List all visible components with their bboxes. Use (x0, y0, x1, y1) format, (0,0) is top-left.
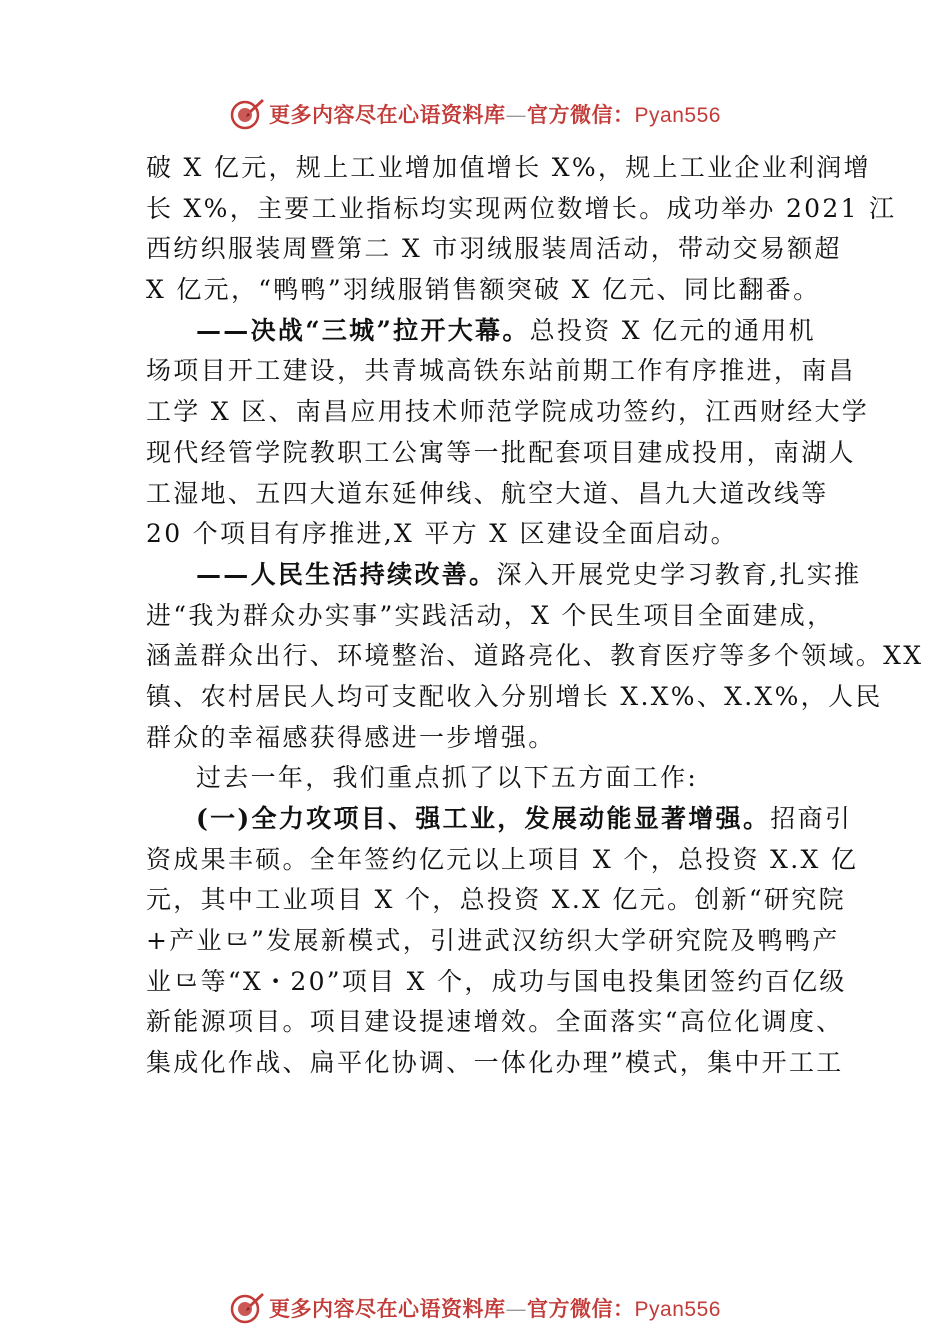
pen-seal-logo-icon (229, 1290, 265, 1326)
text-line (146, 758, 808, 799)
bold-heading-text: ——决战“三城”拉开大幕。 (196, 315, 530, 345)
watermark-wechat-label: 官方微信： (527, 102, 635, 127)
text-line (146, 148, 871, 189)
text-line (146, 555, 862, 596)
body-text: 总投资 X 亿元的通用机 (529, 315, 816, 345)
watermark-library-text: 更多内容尽在心语资料库 (269, 102, 506, 127)
body-text: 招商引 (770, 804, 853, 833)
text-line (146, 1043, 844, 1084)
text-line (146, 392, 870, 433)
body-text: 西纺织服装周暨第二 X 市羽绒服装周活动，带动交易额超 (146, 234, 842, 264)
watermark-wechat-label: 官方微信： (527, 1296, 635, 1321)
body-text: 资成果丰硕。全年签约亿元以上项目 X 个，总投资 X.X 亿 (146, 844, 859, 874)
watermark-wechat-id: Pyan556 (634, 1298, 721, 1321)
text-line (146, 636, 924, 677)
body-text: 场项目开工建设，共青城高铁东站前期工作有序推进，南昌 (146, 356, 856, 386)
text-line (146, 921, 840, 962)
watermark-text (269, 1293, 721, 1323)
body-text: 镇、农村居民人均可支配收入分别增长 X.X%、X.X%，人民 (146, 681, 883, 711)
watermark-banner-top (0, 94, 950, 134)
body-text: 群众的幸福感获得感进一步增强。 (146, 722, 556, 752)
body-text: 进“我为群众办实事”实践活动，X 个民生项目全面建成， (146, 600, 835, 630)
body-text: 破 X 亿元，规上工业增加值增长 X%，规上工业企业利润增 (146, 153, 871, 182)
text-line (146, 514, 808, 555)
body-text: 工湿地、五四大道东延伸线、航空大道、昌九大道改线等 (146, 478, 829, 508)
watermark-wechat-id: Pyan556 (634, 104, 721, 127)
text-line (146, 270, 821, 311)
body-text: 集成化作战、扁平化协调、一体化办理”模式，集中开工工 (146, 1048, 844, 1078)
text-line (146, 351, 856, 392)
body-text: X 亿元，“鸭鸭”羽绒服销售额突破 X 亿元、同比翻番。 (146, 275, 821, 305)
body-text: 新能源项目。项目建设提速增效。全面落实“高位化调度、 (146, 1007, 844, 1037)
body-text: 元，其中工业项目 X 个，总投资 X.X 亿元。创新“研究院 (146, 885, 846, 915)
text-line (146, 799, 853, 840)
body-text: 长 X%，主要工业指标均实现两位数增长。成功举办 2021 江 (146, 193, 897, 223)
bold-heading-text: ——人民生活持续改善。 (196, 559, 497, 589)
body-text: 业⺋等“X・20”项目 X 个，成功与国电投集团签约百亿级 (146, 966, 847, 996)
body-text: 20 个项目有序推进,X 平方 X 区建设全面启动。 (146, 519, 738, 549)
watermark-text (269, 99, 721, 129)
text-line (146, 311, 816, 352)
document-body (146, 148, 924, 1084)
text-line (146, 229, 842, 270)
text-line (146, 596, 835, 637)
body-text: 深入开展党史学习教育,扎实推 (496, 559, 862, 589)
bold-heading-text: (一)全力攻项目、强工业，发展动能显著增强。 (196, 804, 771, 833)
text-line (146, 1002, 844, 1043)
text-line (146, 880, 846, 921)
body-text: +产业⺋”发展新模式，引进武汉纺织大学研究院及鸭鸭产 (146, 926, 840, 956)
body-text: 过去一年，我们重点抓了以下五方面工作: (196, 763, 699, 793)
text-line (146, 677, 883, 718)
body-text: 现代经管学院教职工公寓等一批配套项目建成投用，南湖人 (146, 437, 856, 467)
text-line (146, 962, 847, 1003)
watermark-library-text: 更多内容尽在心语资料库 (269, 1296, 506, 1321)
pen-seal-logo-icon (229, 96, 265, 132)
body-text: 工学 X 区、南昌应用技术师范学院成功签约，江西财经大学 (146, 397, 870, 427)
watermark-banner-bottom (0, 1288, 950, 1328)
text-line (146, 474, 829, 515)
text-line (146, 840, 859, 881)
watermark-dash: — (505, 1297, 528, 1321)
text-line (146, 718, 808, 759)
watermark-dash: — (505, 103, 528, 127)
body-text: 涵盖群众出行、环境整治、道路亮化、教育医疗等多个领域。XX (146, 641, 924, 671)
text-line (146, 433, 856, 474)
text-line (146, 189, 897, 230)
